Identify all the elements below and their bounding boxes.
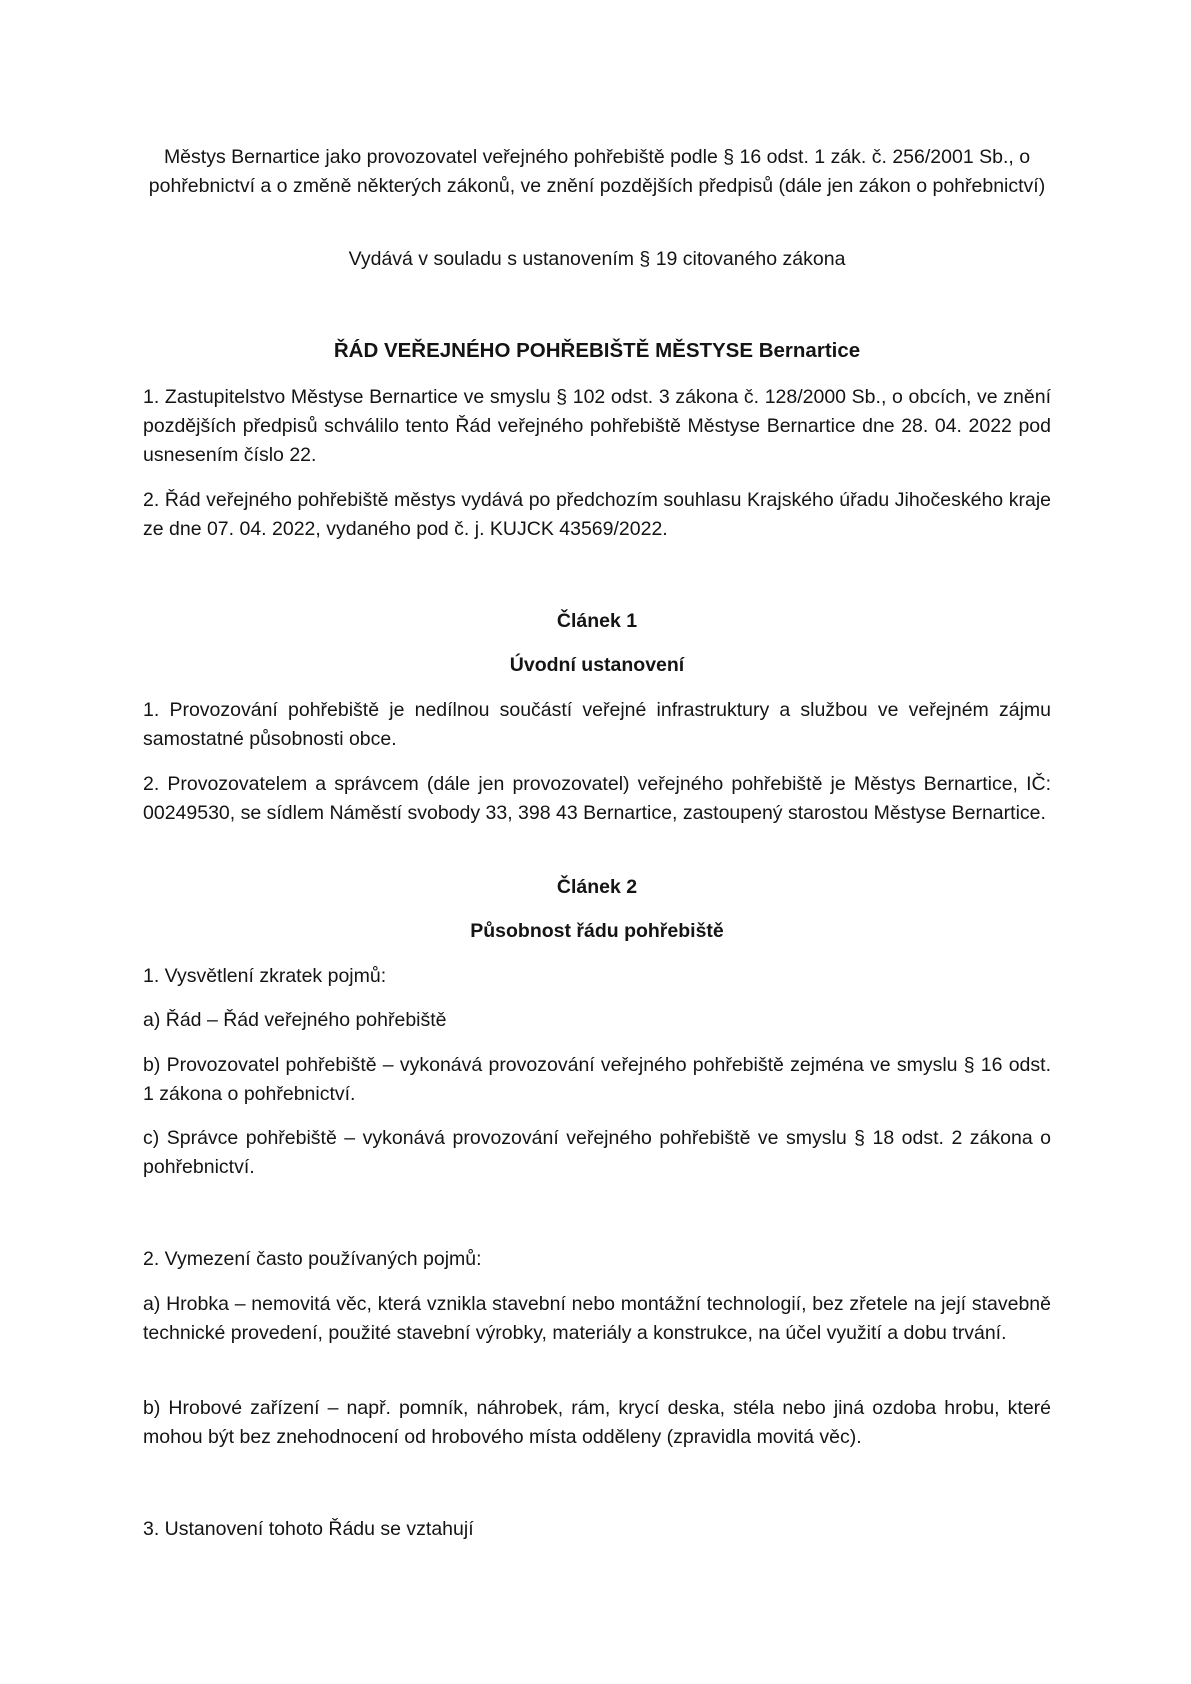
article-paragraph: 2. Vymezení často používaných pojmů: — [143, 1248, 482, 1270]
article-number: Článek 1 — [556, 610, 638, 632]
preamble-paragraph: 1. Zastupitelstvo Městyse Bernartice ve smyslu § 102 odst. 3 zákona č. 128/2000 Sb., o obcích, ve znění pozdějších předpisů schválilo tento Řád veřejného pohřebiště Městyse Bernartice dne 28. 04. 2022 pod usnesením číslo 22. — [143, 386, 1051, 466]
article-paragraph: 1. Provozování pohřebiště je nedílnou součástí veřejné infrastruktury a službou ve veřejném zájmu samostatné působnosti obce. — [143, 699, 1051, 750]
article-paragraph: a) Hrobka – nemovitá věc, která vznikla stavební nebo montážní technologií, bez zřetele na její stavebně technické provedení, použité stavební výrobky, materiály a konstrukce, na účel využití a dobu trvání. — [143, 1293, 1051, 1344]
article-paragraph: a) Řád – Řád veřejného pohřebiště — [143, 1009, 447, 1031]
intro-issues: Vydává v souladu s ustanovením § 19 citovaného zákona — [348, 248, 846, 270]
article-paragraph: 2. Provozovatelem a správcem (dále jen provozovatel) veřejného pohřebiště je Městys Bernartice, IČ: 00249530, se sídlem Náměstí svobody 33, 398 43 Bernartice, zastoupený starostou Městyse Bernartice. — [143, 773, 1051, 824]
article-paragraph: 3. Ustanovení tohoto Řádu se vztahují — [143, 1518, 474, 1540]
document-title: ŘÁD VEŘEJNÉHO POHŘEBIŠTĚ MĚSTYSE Bernartice — [333, 339, 861, 362]
article-heading: Úvodní ustanovení — [509, 654, 685, 676]
article-paragraph: c) Správce pohřebiště – vykonává provozování veřejného pohřebiště ve smyslu § 18 odst. 2 zákona o pohřebnictví. — [143, 1127, 1051, 1178]
preamble-paragraph: 2. Řád veřejného pohřebiště městys vydává po předchozím souhlasu Krajského úřadu Jihočeského kraje ze dne 07. 04. 2022, vydaného pod č. j. KUJCK 43569/2022. — [143, 489, 1051, 540]
article-paragraph: b) Hrobové zařízení – např. pomník, náhrobek, rám, krycí deska, stéla nebo jiná ozdoba hrobu, které mohou být bez znehodnocení od hrobového místa odděleny (zpravidla movitá věc). — [143, 1397, 1051, 1448]
article-number: Článek 2 — [556, 876, 638, 898]
intro-lead: Městys Bernartice jako provozovatel veřejného pohřebiště podle § 16 odst. 1 zák. č. 256/2001 Sb., o pohřebnictví a o změně některých zákonů, ve znění pozdějších předpisů (dále jen zákon o pohřebnictví) — [148, 146, 1046, 197]
article-paragraph: 1. Vysvětlení zkratek pojmů: — [143, 965, 387, 987]
article-heading: Působnost řádu pohřebiště — [470, 920, 724, 942]
article-paragraph: b) Provozovatel pohřebiště – vykonává provozování veřejného pohřebiště zejména ve smyslu § 16 odst. 1 zákona o pohřebnictví. — [143, 1054, 1051, 1105]
